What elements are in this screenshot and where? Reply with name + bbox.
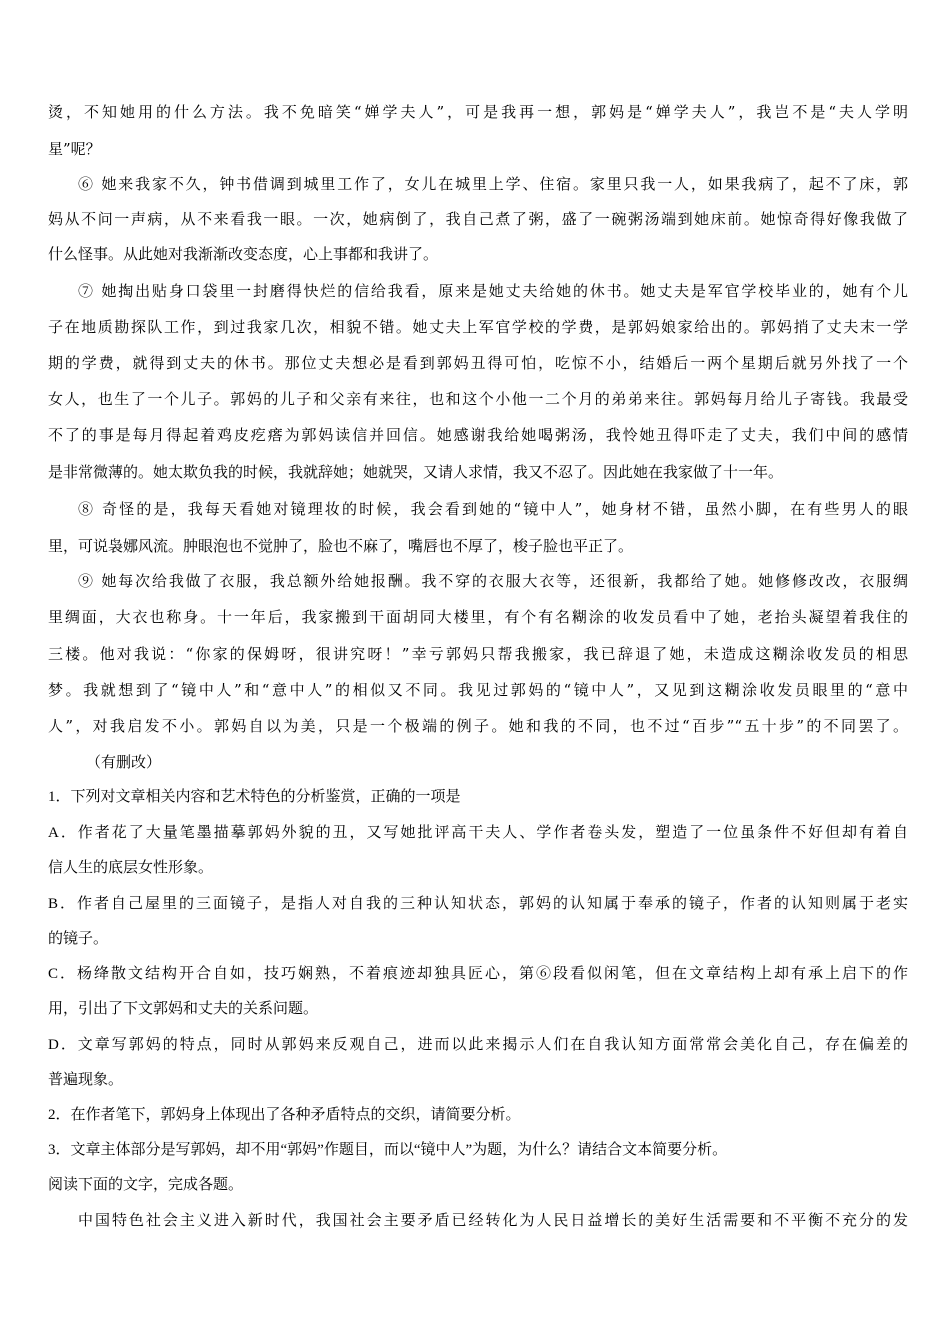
paragraph-6-line: 什么怪事。从此她对我渐渐改变态度，心上事都和我讲了。 [48,245,439,263]
option-d: D．文章写郭妈的特点，同时从郭妈来反观自己，进而以此来揭示人们在自我认知方面常常会美化自己，存在偏差的 [48,1037,908,1053]
paragraph-7-line: 不了的事是每月得起着鸡皮疙瘩为郭妈读信并回信。她感谢我给她喝粥汤，我怜她丑得吓走了丈夫，我们中间的感情 [48,426,908,444]
option-c: C．杨绛散文结构开合自如，技巧娴熟，不着痕迹却独具匠心，第⑥段看似闲笔，但在文章结构上却有承上启下的作 [48,966,908,982]
paragraph-7-line: 子在地质勘探队工作，到过我家几次，相貌不错。她丈夫上军官学校的学费，是郭妈娘家给出的。郭妈捎了丈夫末一学 [48,318,908,336]
paragraph-6-line: 妈从不问一声病，从不来看我一眼。一次，她病倒了，我自己煮了粥，盛了一碗粥汤端到她床前。她惊奇得好像我做了 [48,210,908,228]
paragraph-9-line: 里绸面，大衣也称身。十一年后，我家搬到干面胡同大楼里，有个有名糊涂的收发员看中了她，老抬头凝望着我住的 [48,608,908,626]
question-3: 3．文章主体部分是写郭妈，却不用“郭妈”作题目，而以“镜中人”为题，为什么？请结合文本简要分析。 [48,1142,728,1158]
question-1-stem: 1．下列对文章相关内容和艺术特色的分析鉴赏，正确的一项是 [48,789,461,805]
question-2: 2．在作者笔下，郭妈身上体现出了各种矛盾特点的交织，请简要分析。 [48,1107,521,1123]
paragraph-9-line: ⑨ 她每次给我做了衣服，我总额外给她报酬。我不穿的衣服大衣等，还很新，我都给了她。她修修改改，衣服绸 [78,572,908,590]
paragraph-9-line: 人”，对我启发不小。郭妈自以为美，只是一个极端的例子。她和我的不同，也不过“百步”“五十步”的不同罢了。 [48,717,908,735]
edit-note: （有删改） [86,753,162,771]
paragraph-9-line: 梦。我就想到了“镜中人”和“意中人”的相似又不同。我见过郭妈的“镜中人”，又见到这糊涂收发员眼里的“意中 [48,681,908,699]
paragraph-7-line: 是非常微薄的。她太欺负我的时候，我就辞她；她就哭，又请人求情，我又不忍了。因此她在我家做了十一年。 [48,463,784,481]
option-a: A．作者花了大量笔墨描摹郭妈外貌的丑，又写她批评高干夫人、学作者卷头发，塑造了一位虽条件不好但却有着自 [48,825,908,841]
paragraph-7-line: 期的学费，就得到丈夫的休书。那位丈夫想必是看到郭妈丑得可怕，吃惊不小，结婚后一两个星期后就另外找了一个 [48,354,908,372]
option-b: B．作者自己屋里的三面镜子，是指人对自我的三种认知状态，郭妈的认知属于奉承的镜子，作者的认知则属于老实 [48,896,908,912]
option-d: 普遍现象。 [48,1072,124,1088]
option-c: 用，引出了下文郭妈和丈夫的关系问题。 [48,1001,319,1017]
passage-line: 星”呢？ [48,140,101,158]
paragraph-7-line: ⑦ 她掏出贴身口袋里一封磨得快烂的信给我看，原来是她丈夫给她的休书。她丈夫是军官学校毕业的，她有个儿 [78,282,908,300]
paragraph-7-line: 女人，也生了一个儿子。郭妈的儿子和父亲有来往，也和这个小他一二个月的弟弟来往。郭妈每月给儿子寄钱。我最受 [48,390,908,408]
paragraph-8-line: 里，可说袅娜风流。肿眼泡也不觉肿了，脸也不麻了，嘴唇也不厚了，梭子脸也平正了。 [48,537,634,555]
option-a: 信人生的底层女性形象。 [48,860,214,876]
next-passage-line: 中国特色社会主义进入新时代，我国社会主要矛盾已经转化为人民日益增长的美好生活需要和不平衡不充分的发 [78,1211,908,1229]
paragraph-8-line: ⑧ 奇怪的是，我每天看她对镜理妆的时候，我会看到她的“镜中人”，她身材不错，虽然小脚，在有些男人的眼 [78,500,908,518]
paragraph-6-line: ⑥ 她来我家不久，钟书借调到城里工作了，女儿在城里上学、住宿。家里只我一人，如果我病了，起不了床，郭 [78,175,908,193]
option-b: 的镜子。 [48,931,109,947]
section-instruction: 阅读下面的文字，完成各题。 [48,1177,244,1193]
paragraph-9-line: 三楼。他对我说：“你家的保姆呀，很讲究呀！”幸亏郭妈只帮我搬家，我已辞退了她，未造成这糊涂收发员的相思 [48,645,908,663]
passage-line: 烫，不知她用的什么方法。我不免暗笑“婵学夫人”，可是我再一想，郭妈是“婵学夫人”，我岂不是“夫人学明 [48,103,908,121]
